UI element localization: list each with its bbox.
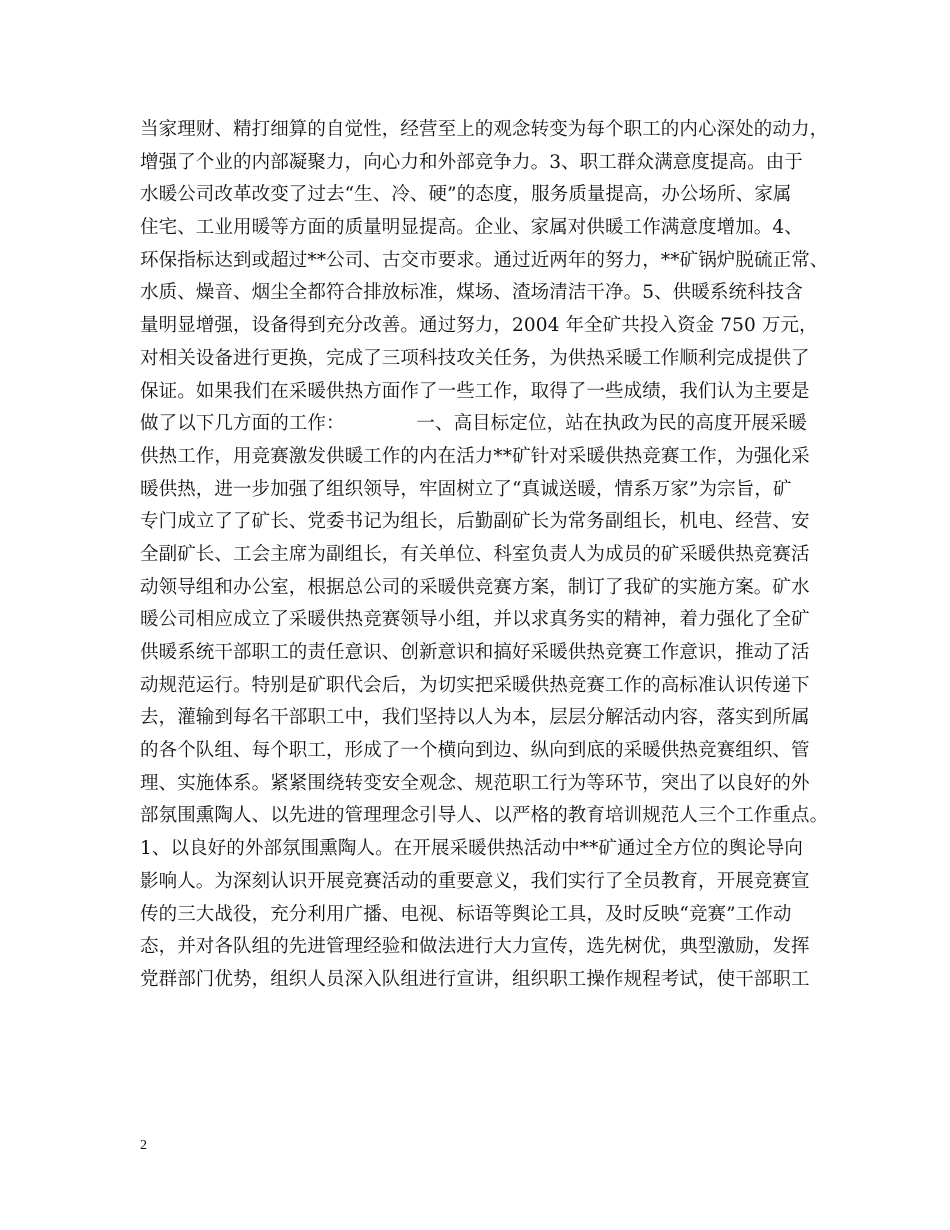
page-number: 2	[140, 1138, 147, 1153]
text-line: 住宅、工业用暖等方面的质量明显提高。企业、家属对供暖工作满意度增加。4、	[140, 217, 803, 239]
text-line: 部氛围熏陶人、以先进的管理理念引导人、以严格的教育培训规范人三个工作重点。	[140, 805, 829, 827]
text-line: 专门成立了了矿长、党委书记为组长，后勤副矿长为常务副组长，机电、经营、安	[140, 511, 810, 533]
body-text	[140, 114, 830, 997]
text-line: 对相关设备进行更换，完成了三项科技攻关任务，为供热采暖工作顺利完成提供了	[140, 347, 810, 369]
text-line: 供热工作，用竞赛激发供暖工作的内在活力**矿针对采暖供热竞赛工作，为强化采	[140, 445, 810, 467]
text-line: 水质、燥音、烟尘全都符合排放标准，煤场、渣场清洁干净。5、供暖系统科技含	[140, 282, 803, 304]
text-line: 动规范运行。特别是矿职代会后，为切实把采暖供热竞赛工作的高标准认识传递下	[140, 674, 810, 696]
text-line: 全副矿长、工会主席为副组长，有关单位、科室负责人为成员的矿采暖供热竞赛活	[140, 543, 810, 565]
text-line: 动领导组和办公室，根据总公司的采暖供竞赛方案，制订了我矿的实施方案。矿水	[140, 576, 810, 598]
text-line: 去，灌输到每名干部职工中，我们坚持以人为本，层层分解活动内容，落实到所属	[140, 707, 810, 729]
text-line: 的各个队组、每个职工，形成了一个横向到边、纵向到底的采暖供热竞赛组织、管	[140, 740, 810, 762]
text-line: 做了以下几方面的工作： 一、高目标定位，站在执政为民的高度开展采暖	[140, 413, 807, 435]
text-line: 1、以良好的外部氛围熏陶人。在开展采暖供热活动中**矿通过全方位的舆论导向	[140, 838, 803, 860]
text-line: 环保指标达到或超过**公司、古交市要求。通过近两年的努力，**矿锅炉脱硫正常、	[140, 249, 829, 271]
text-line: 暖公司相应成立了采暖供热竞赛领导小组，并以求真务实的精神，着力强化了全矿	[140, 609, 810, 631]
text-line: 理、实施体系。紧紧围绕转变安全观念、规范职工行为等环节，突出了以良好的外	[140, 772, 810, 794]
text-line: 当家理财、精打细算的自觉性，经营至上的观念转变为每个职工的内心深处的动力，	[140, 119, 829, 140]
text-line: 传的三大战役，充分利用广播、电视、标语等舆论工具，及时反映“竞赛”工作动	[140, 903, 792, 925]
text-line: 态，并对各队组的先进管理经验和做法进行大力宣传，选先树优，典型激励，发挥	[140, 936, 810, 958]
text-line: 影响人。为深刻认识开展竞赛活动的重要意义，我们实行了全员教育，开展竞赛宣	[140, 870, 810, 892]
text-line: 供暖系统干部职工的责任意识、创新意识和搞好采暖供热竞赛工作意识，推动了活	[140, 642, 810, 663]
text-line: 暖供热，进一步加强了组织领导，牢固树立了“真诚送暖，情系万家”为宗旨，矿	[140, 478, 792, 500]
text-line: 党群部门优势，组织人员深入队组进行宣讲，组织职工操作规程考试，使干部职工	[140, 968, 810, 990]
text-line: 保证。如果我们在采暖供热方面作了一些工作，取得了一些成绩，我们认为主要是	[140, 380, 810, 402]
text-line: 增强了个业的内部凝聚力，向心力和外部竞争力。3、职工群众满意度提高。由于	[140, 151, 803, 173]
text-line: 水暖公司改革改变了过去“生、冷、硬”的态度，服务质量提高，办公场所、家属	[140, 184, 792, 206]
text-line: 量明显增强，设备得到充分改善。通过努力，2004 年全矿共投入资金 750 万元，	[140, 315, 818, 337]
